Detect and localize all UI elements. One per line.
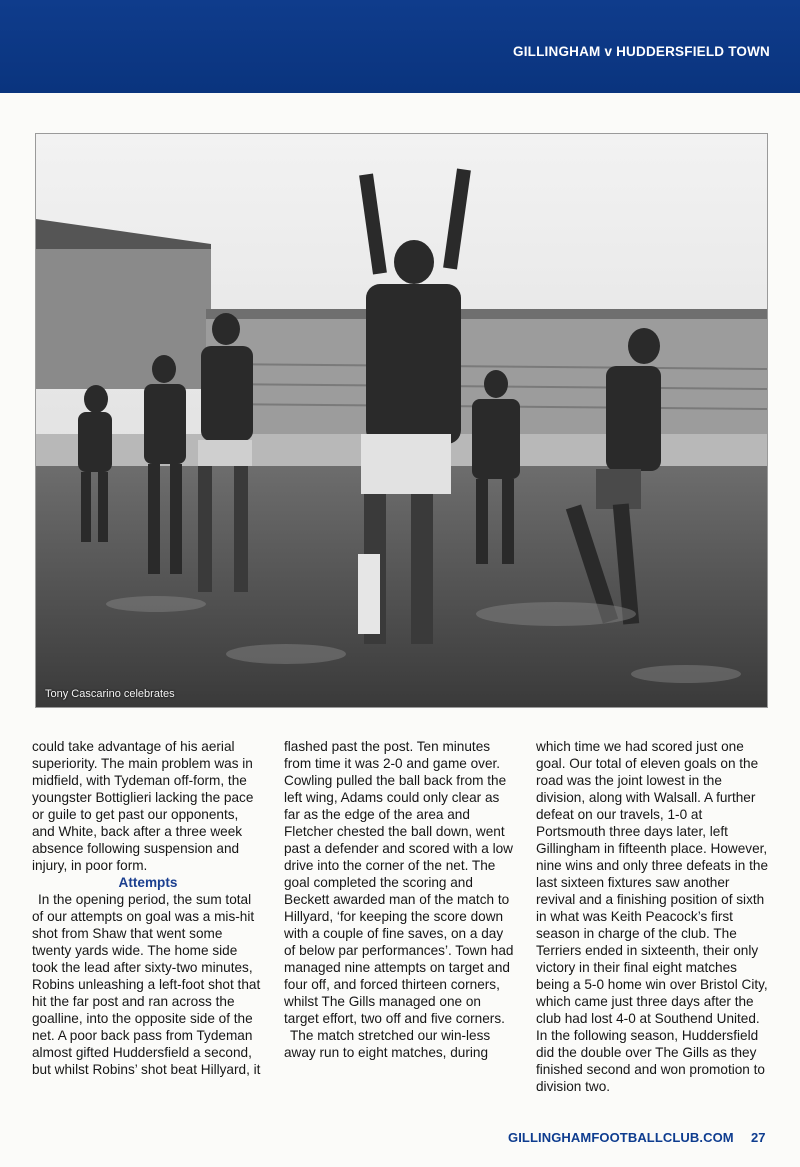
article-paragraph: flashed past the post. Ten minutes from time it was 2-0 and game over. Cowling pulled the ball back from the left wing, Adams could only clear as far as the edge of the area and Fletcher chested the ball down, went past a defender and scored with a low drive into the corner of the net. The goal completed the scoring and Beckett awarded man of the match to Hillyard, ‘for keeping the score down with a couple of fine saves, on a day of below par performances’. Town had managed nine attempts on target and four off, and forced thirteen corners, whilst The Gills managed one on target effort, two off and five corners. xyxy=(284,739,514,1026)
photo-caption: Tony Cascarino celebrates xyxy=(45,688,175,700)
footer-website: GILLINGHAMFOOTBALLCLUB.COM xyxy=(508,1130,734,1145)
article-paragraph: which time we had scored just one goal. Our total of eleven goals on the road was the joint lowest in the division, along with Walsall. A further defeat on our travels, 1-0 at Portsmouth three days later, left Gillingham in fifteenth place. However, nine wins and only three defeats in the last sixteen fixtures saw another revival and a finishing position of sixth in what was Keith Peacock’s first season in charge of the club. The Terriers ended in sixteenth, their only victory in their final eight matches being a 5-0 home win over Bristol City, which came just three days after the club had lost 4-0 at Southend United. In the following season, Huddersfield did the double over The Gills as they finished second and won promotion to division two. xyxy=(536,739,769,1094)
article-column-2 xyxy=(284,738,516,1061)
article-paragraph: could take advantage of his aerial superiority. The main problem was in midfield, with Tydeman off-form, the youngster Bottiglieri lacking the pace or guile to get past our opponents, and White, back after a three week absence following suspension and injury, in poor form. xyxy=(32,739,254,873)
article-paragraph: In the opening period, the sum total of our attempts on goal was a mis-hit shot from Shaw that went some twenty yards wide. The home side took the lead after sixty-two minutes, Robins unleashing a left-foot shot that hit the far post and ran across the goalline, into the opposite side of the net. A poor back pass from Tydeman almost gifted Huddersfield a second, but whilst Robins’ shot beat Hillyard, it xyxy=(32,892,261,1077)
article-column-3 xyxy=(536,738,768,1095)
section-subheading: Attempts xyxy=(118,875,178,890)
header-band xyxy=(0,0,800,93)
match-photo xyxy=(35,133,768,708)
celebration-photo-image xyxy=(36,134,767,707)
match-title: GILLINGHAM v HUDDERSFIELD TOWN xyxy=(513,44,770,59)
article-paragraph: The match stretched our win-less away run to eight matches, during xyxy=(284,1028,491,1060)
article-column-1 xyxy=(32,738,264,1078)
page-number: 27 xyxy=(751,1130,766,1145)
